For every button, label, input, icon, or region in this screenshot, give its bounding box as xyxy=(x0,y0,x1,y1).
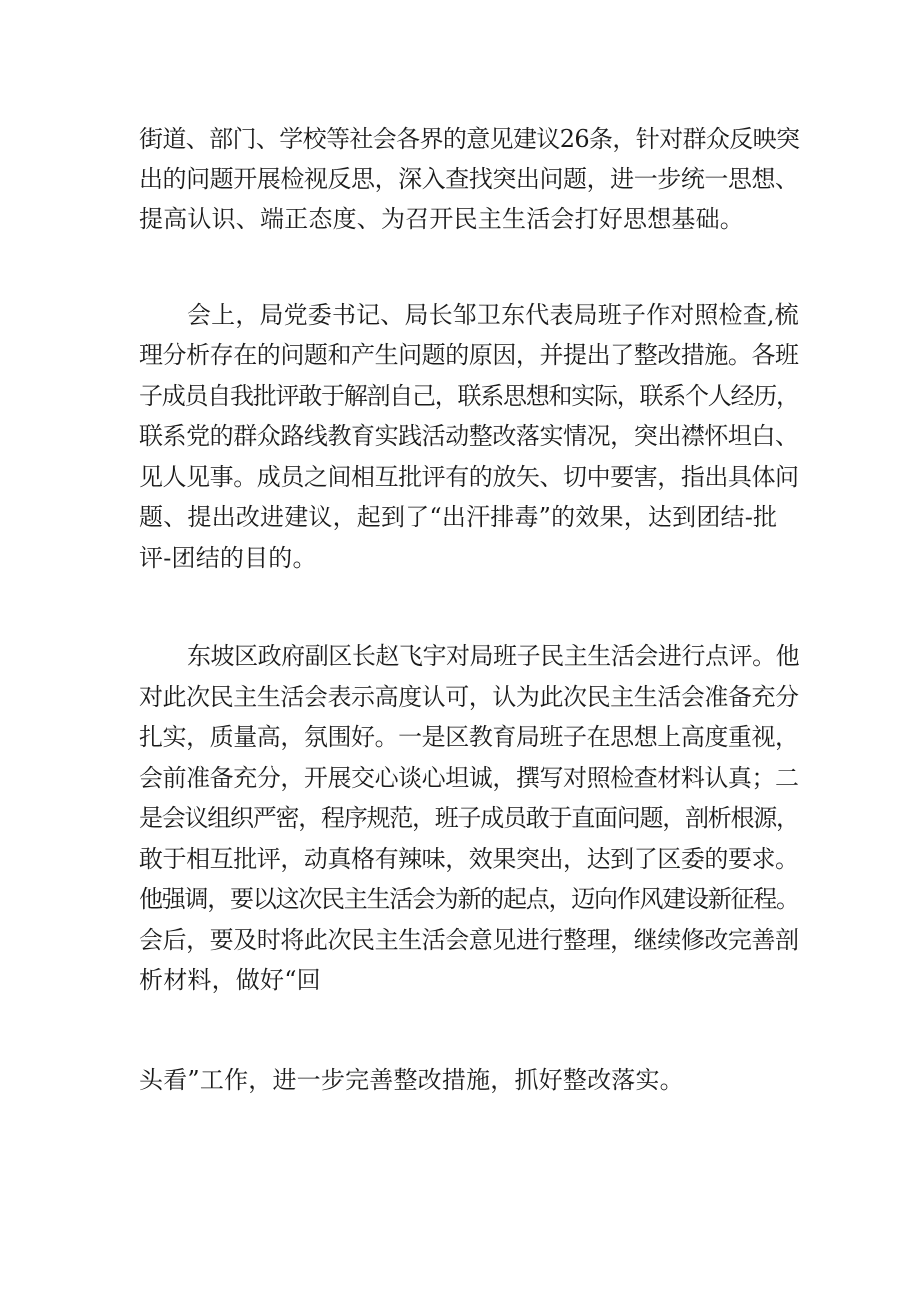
paragraph-3-line-7: 他强调，要以这次民主生活会为新的起点，迈向作风建设新征程。 xyxy=(139,885,799,913)
paragraph-3-line-4: 会前准备充分，开展交心谈心坦诚，撰写对照检查材料认真；二 xyxy=(139,764,799,792)
paragraph-1-line-1: 街道、部门、学校等社会各界的意见建议26条，针对群众反映突 xyxy=(139,125,800,153)
paragraph-2-line-1: 会上，局党委书记、局长邹卫东代表局班子作对照检查,梳 xyxy=(187,301,799,329)
paragraph-2-line-5: 见人见事。成员之间相互批评有的放矢、切中要害，指出具体问 xyxy=(139,463,799,491)
paragraph-2-line-7: 评-团结的目的。 xyxy=(139,544,317,572)
paragraph-2-line-4: 联系党的群众路线教育实践活动整改落实情况，突出襟怀坦白、 xyxy=(139,422,799,450)
paragraph-4-line-1: 头看”工作，进一步完善整改措施，抓好整改落实。 xyxy=(139,1066,684,1094)
paragraph-2-line-2: 理分析存在的问题和产生问题的原因，并提出了整改措施。各班 xyxy=(139,341,799,369)
paragraph-1-line-3: 提高认识、端正态度、为召开民主生活会打好思想基础。 xyxy=(139,205,744,233)
paragraph-1-line-2: 出的问题开展检视反思，深入查找突出问题，进一步统一思想、 xyxy=(139,165,799,193)
paragraph-3-line-9: 析材料，做好“回 xyxy=(139,966,321,994)
paragraph-3-line-6: 敢于相互批评，动真格有辣味，效果突出，达到了区委的要求。 xyxy=(139,845,799,873)
paragraph-3-line-2: 对此次民主生活会表示高度认可，认为此次民主生活会准备充分 xyxy=(139,683,799,711)
paragraph-2-line-3: 子成员自我批评敢于解剖自己，联系思想和实际，联系个人经历， xyxy=(139,382,799,410)
paragraph-3-line-3: 扎实，质量高，氛围好。一是区教育局班子在思想上高度重视， xyxy=(139,723,799,751)
paragraph-3-line-5: 是会议组织严密，程序规范，班子成员敢于直面问题，剖析根源， xyxy=(139,804,799,832)
paragraph-3-line-1: 东坡区政府副区长赵飞宇对局班子民主生活会进行点评。他 xyxy=(187,642,800,670)
paragraph-2-line-6: 题、提出改进建议，起到了“出汗排毒”的效果，达到团结-批 xyxy=(139,503,778,531)
paragraph-3-line-8: 会后，要及时将此次民主生活会意见进行整理，继续修改完善剖 xyxy=(139,926,799,954)
